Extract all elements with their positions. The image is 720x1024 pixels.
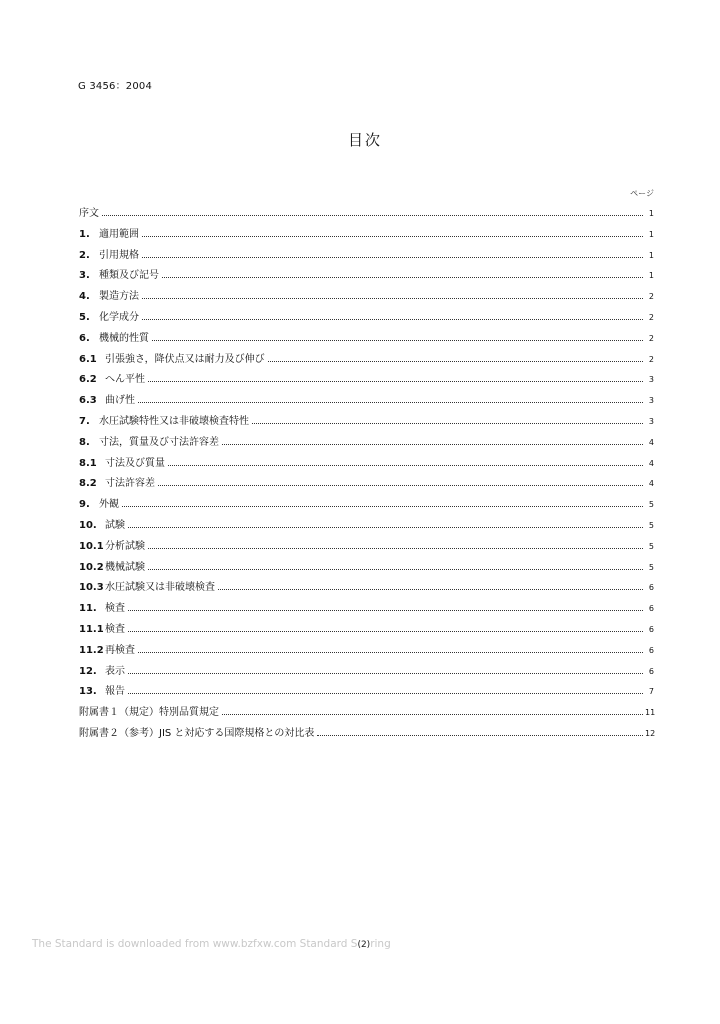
toc-entry[interactable]	[79, 308, 654, 329]
page-column-label: ページ	[630, 189, 654, 198]
toc-entry[interactable]	[79, 454, 654, 475]
toc-entry-title: 外観	[99, 499, 119, 511]
toc-entry[interactable]	[79, 391, 654, 412]
toc-entry[interactable]	[79, 266, 654, 287]
toc-entry-page: 6	[648, 645, 654, 655]
toc-entry-page: 7	[648, 687, 654, 697]
dot-leader	[218, 589, 643, 590]
toc-entry-number: 11.	[79, 603, 97, 615]
toc-entry-title: 適用範囲	[99, 228, 139, 240]
dot-leader	[222, 714, 643, 715]
toc-entry[interactable]	[79, 225, 654, 246]
toc-entry-number: 12.	[79, 665, 97, 677]
toc-entry-title: 引張強さ，降伏点又は耐力及び伸び	[105, 353, 265, 365]
toc-entry-page: 1	[648, 271, 654, 281]
dot-leader	[138, 402, 643, 403]
toc-entry-title: 製造方法	[99, 291, 139, 303]
toc-entry-title: 水圧試験又は非破壊検査	[105, 582, 215, 594]
toc-entry-page: 5	[648, 541, 654, 551]
toc-entry-number: 5.	[79, 311, 90, 323]
toc-entry-title: 曲げ性	[105, 395, 135, 407]
toc-entry-page: 1	[648, 229, 654, 239]
toc-entry[interactable]	[79, 724, 654, 745]
toc-entry[interactable]	[79, 370, 654, 391]
dot-leader	[148, 569, 643, 570]
toc-entry-title: 寸法及び質量	[105, 457, 165, 469]
toc-entry-number: 8.	[79, 436, 90, 448]
toc-entry-title: 試験	[105, 519, 125, 531]
toc-entry-number: 8.2	[79, 478, 97, 490]
toc-entry[interactable]	[79, 703, 654, 724]
document-header: G 3456：2004	[78, 81, 153, 92]
toc-entry-number: 9.	[79, 499, 90, 511]
toc-entry-number: 11.2	[79, 644, 104, 656]
toc-entry-title: 再検査	[105, 644, 135, 656]
toc-entry-page: 1	[648, 209, 654, 218]
toc-entry-page: 4	[648, 479, 654, 489]
toc-entry[interactable]	[79, 495, 654, 516]
toc-entry[interactable]	[79, 641, 654, 662]
dot-leader	[222, 444, 643, 445]
toc-entry-title: 検査	[105, 603, 125, 615]
toc-entry-title: 化学成分	[99, 311, 139, 323]
toc-entry-number: 8.1	[79, 457, 97, 469]
toc-entry[interactable]	[79, 246, 654, 267]
toc-entry-number: 11.1	[79, 623, 104, 635]
toc-entry-page: 6	[648, 624, 654, 634]
toc-entry-title: へん平性	[105, 374, 145, 386]
toc-entry[interactable]	[79, 599, 654, 620]
toc-entry-title: 表示	[105, 665, 125, 677]
toc-entry-page: 12	[645, 728, 656, 738]
toc-entry-number: 10.2	[79, 561, 104, 573]
toc-entry-title: 引用規格	[99, 249, 139, 261]
toc-entry-page: 2	[648, 292, 654, 302]
toc-entry[interactable]	[79, 578, 654, 599]
watermark-text: The Standard is downloaded from www.bzfxw.com Standard S	[32, 938, 358, 950]
toc-entry[interactable]	[79, 516, 654, 537]
toc-entry-title: 検査	[105, 623, 125, 635]
toc-entry-page: 2	[648, 354, 654, 364]
dot-leader	[128, 527, 643, 528]
dot-leader	[102, 215, 643, 216]
toc-entry[interactable]	[79, 537, 654, 558]
dot-leader	[252, 423, 643, 424]
toc-entry[interactable]	[79, 329, 654, 350]
toc-entry-page: 2	[648, 333, 654, 343]
toc-entry-number: 6.	[79, 332, 90, 344]
toc-entry-number: 1.	[79, 228, 90, 240]
dot-leader	[142, 298, 643, 299]
toc-entry-title: 報告	[105, 686, 125, 698]
toc-entry-page: 11	[645, 708, 656, 718]
toc-entry[interactable]	[79, 204, 654, 225]
toc-entry-number: 4.	[79, 291, 90, 303]
toc-entry-number: 10.	[79, 519, 97, 531]
dot-leader	[142, 257, 643, 258]
dot-leader	[148, 381, 643, 382]
toc-entry[interactable]	[79, 662, 654, 683]
toc-entry-page: 4	[648, 458, 654, 468]
toc-entry-page: 2	[648, 312, 654, 322]
footer	[32, 938, 391, 950]
dot-leader	[128, 673, 643, 674]
dot-leader	[168, 465, 643, 466]
dot-leader	[152, 340, 643, 341]
toc-entry[interactable]	[79, 558, 654, 579]
toc-entry-title: 寸法許容差	[105, 478, 155, 490]
dot-leader	[142, 319, 643, 320]
dot-leader	[128, 693, 643, 694]
page-title: 目次	[347, 131, 382, 149]
toc-entry-number: 10.3	[79, 582, 104, 594]
toc-entry-page: 4	[648, 437, 654, 447]
dot-leader	[142, 236, 643, 237]
toc-entry-title: 寸法，質量及び寸法許容差	[99, 436, 219, 448]
toc-entry-page: 6	[648, 604, 654, 614]
table-of-contents	[79, 204, 654, 745]
toc-entry-title: 機械試験	[105, 561, 145, 573]
toc-entry-title: 分析試験	[105, 540, 145, 552]
toc-entry-number: 7.	[79, 415, 90, 427]
dot-leader	[128, 631, 643, 632]
toc-entry-title: 水圧試験特性又は非破壊検査特性	[99, 415, 249, 427]
dot-leader	[122, 506, 643, 507]
toc-entry-title: 序文	[79, 208, 99, 219]
toc-entry-page: 6	[648, 666, 654, 676]
dot-leader	[158, 485, 643, 486]
toc-entry-title: 附属書２（参考）JIS と対応する国際規格との対比表	[79, 727, 315, 739]
dot-leader	[162, 277, 643, 278]
toc-entry[interactable]	[79, 682, 654, 703]
toc-entry-title: 種類及び記号	[99, 270, 159, 282]
toc-entry-number: 2.	[79, 249, 90, 261]
toc-entry[interactable]	[79, 412, 654, 433]
toc-entry-page: 5	[648, 562, 654, 572]
toc-entry-number: 3.	[79, 270, 90, 282]
toc-entry-number: 10.1	[79, 540, 104, 552]
dot-leader	[128, 610, 643, 611]
toc-entry-page: 6	[648, 583, 654, 593]
toc-entry-page: 5	[648, 500, 654, 510]
toc-entry-page: 3	[648, 416, 654, 426]
page-number: (2)	[357, 940, 371, 950]
toc-entry[interactable]	[79, 474, 654, 495]
toc-entry-number: 6.2	[79, 374, 97, 386]
dot-leader	[138, 652, 643, 653]
toc-entry-number: 6.3	[79, 395, 97, 407]
toc-entry-title: 附属書１（規定）特別品質規定	[79, 707, 219, 719]
toc-entry-title: 機械的性質	[99, 332, 149, 344]
toc-entry-page: 1	[648, 250, 654, 260]
toc-entry[interactable]	[79, 620, 654, 641]
watermark-text-end: ring	[370, 938, 391, 950]
toc-entry-page: 5	[648, 520, 654, 530]
toc-entry[interactable]	[79, 350, 654, 371]
toc-entry-page: 3	[648, 375, 654, 385]
toc-entry[interactable]	[79, 433, 654, 454]
toc-entry-number: 6.1	[79, 353, 97, 365]
toc-entry-number: 13.	[79, 686, 97, 698]
toc-entry-page: 3	[648, 396, 654, 406]
toc-entry[interactable]	[79, 287, 654, 308]
dot-leader	[148, 548, 643, 549]
dot-leader	[317, 735, 643, 736]
dot-leader	[268, 361, 643, 362]
